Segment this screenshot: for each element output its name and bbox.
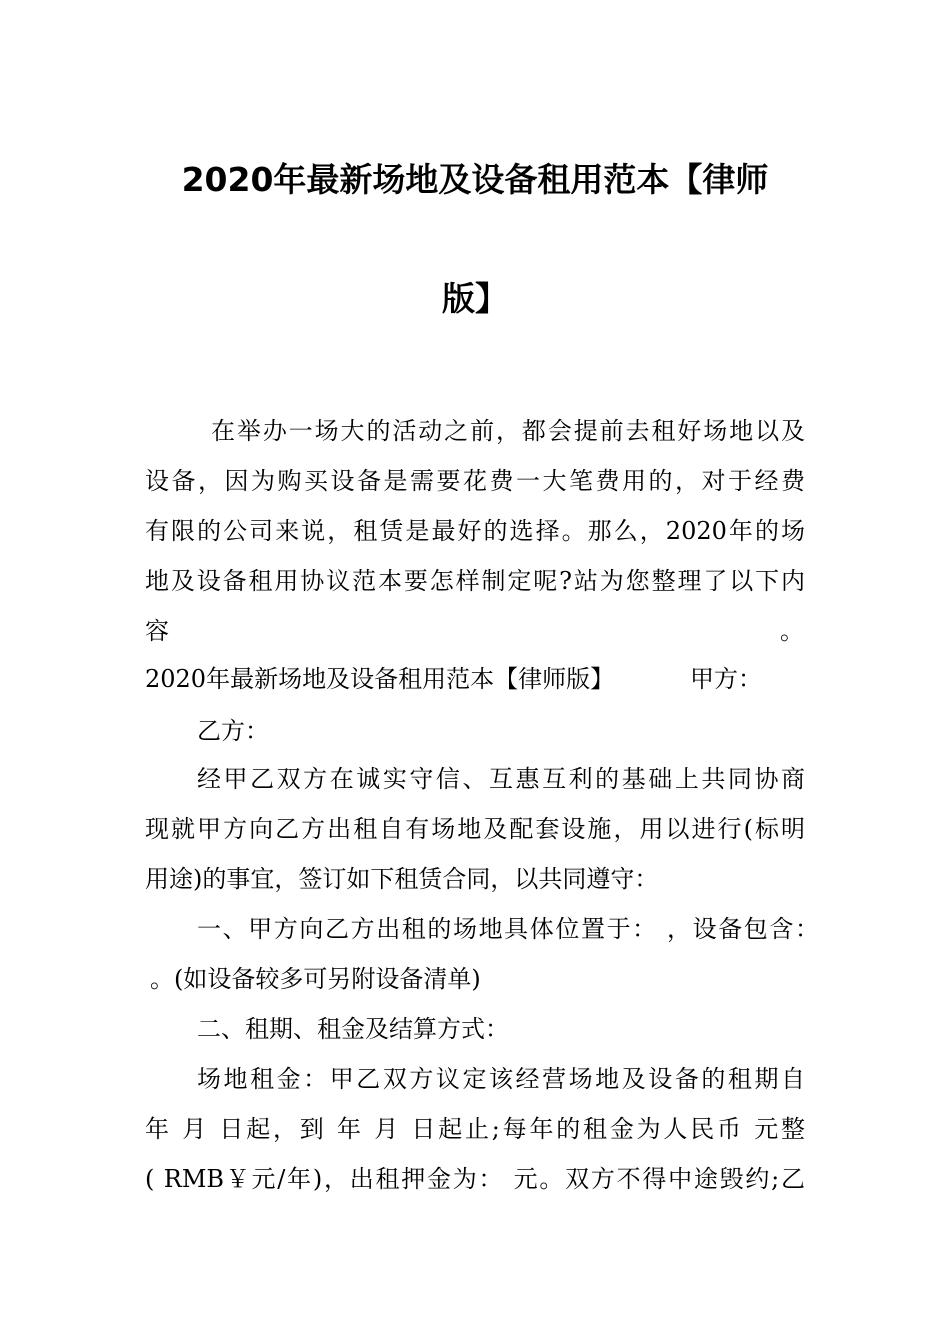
document-title-line-1: 2020年最新场地及设备租用范本【律师	[181, 160, 769, 199]
paragraph-line: 容	[145, 617, 169, 645]
paragraph-line: 经甲乙双方在诚实守信、互惠互利的基础上共同协商	[197, 765, 805, 793]
clause-2-line: 年 月 日起，到 年 月 日起止;每年的租金为人民币 元整	[145, 1115, 805, 1143]
clause-1-line: 。(如设备较多可另附设备清单)	[150, 965, 481, 993]
paragraph-line: 现就甲方向乙方出租自有场地及配套设施，用以进行(标明	[145, 815, 805, 843]
paragraph-line: 在举办一场大的活动之前，都会提前去租好场地以及	[211, 417, 805, 445]
paragraph-line: 有限的公司来说，租赁是最好的选择。那么，2020年的场	[145, 517, 805, 545]
clause-2-line: ( RMB￥元/年)，出租押金为： 元。双方不得中途毁约;乙	[145, 1165, 805, 1193]
paragraph-period: 。	[780, 617, 804, 645]
paragraph-line: 用途)的事宜，签订如下租赁合同，以共同遵守：	[145, 865, 659, 893]
clause-1-line: 一、甲方向乙方出租的场地具体位置于： ，设备包含：	[197, 915, 819, 943]
paragraph-line: 设备，因为购买设备是需要花费一大笔费用的，对于经费	[145, 467, 805, 495]
paragraph-line: 地及设备租用协议范本要怎样制定呢?站为您整理了以下内	[145, 567, 805, 595]
party-a-label: 甲方：	[690, 665, 762, 693]
document-title-line-2: 版】	[442, 279, 508, 318]
document-subtitle: 2020年最新场地及设备租用范本【律师版】	[145, 665, 615, 693]
clause-2-line: 场地租金：甲乙双方议定该经营场地及设备的租期自	[197, 1065, 805, 1093]
clause-2-heading: 二、租期、租金及结算方式：	[197, 1015, 509, 1043]
party-b-label: 乙方：	[197, 717, 269, 745]
